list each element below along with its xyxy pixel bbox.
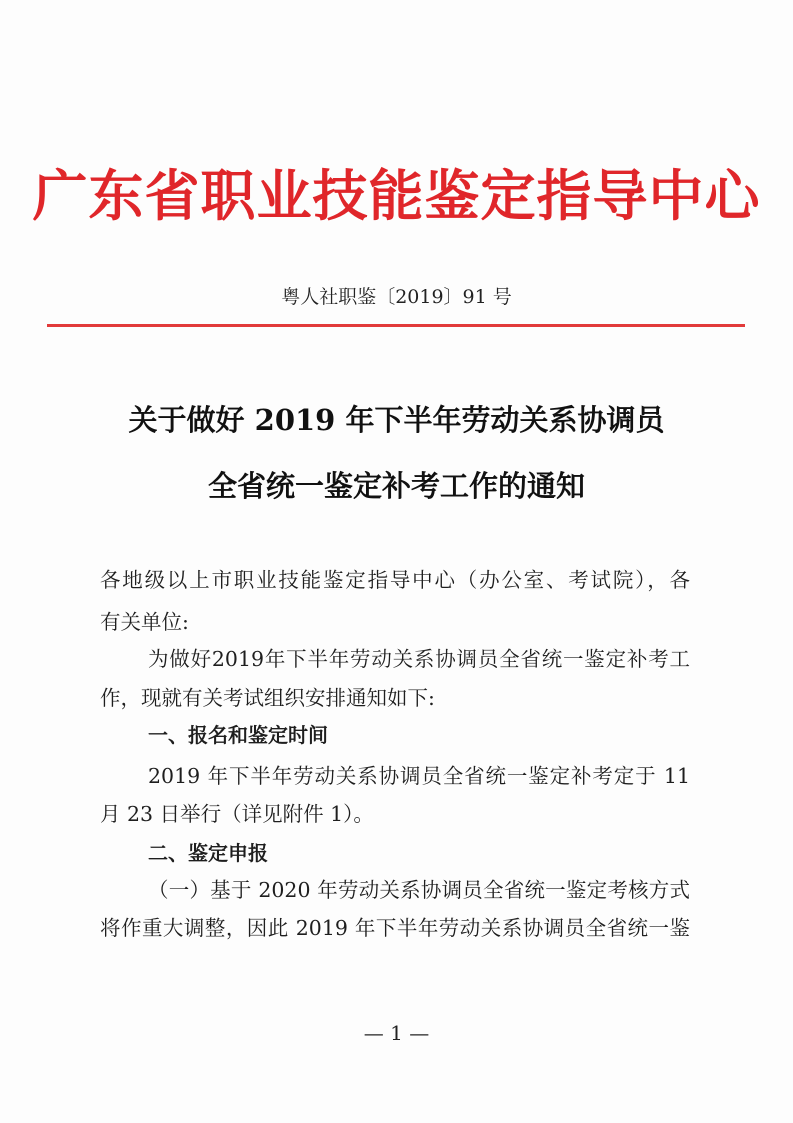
issuing-organization-header: 广东省职业技能鉴定指导中心	[32, 164, 761, 228]
section-1-line-2: 月 23 日举行（详见附件 1）。	[100, 802, 374, 826]
page-number: — 1 —	[363, 1021, 430, 1045]
red-divider-rule	[47, 324, 745, 327]
notice-title-line-2: 全省统一鉴定补考工作的通知	[207, 469, 585, 503]
section-2-heading: 二、鉴定申报	[148, 841, 268, 865]
salutation-line-2: 有关单位:	[100, 610, 189, 634]
section-2-line-2: 将作重大调整，因此 2019 年下半年劳动关系协调员全省统一鉴	[100, 916, 690, 940]
document-number: 粤人社职鉴〔2019〕91 号	[281, 286, 512, 308]
intro-paragraph-line-2: 作，现就有关考试组织安排通知如下:	[100, 686, 435, 710]
section-1-line-1: 2019 年下半年劳动关系协调员全省统一鉴定补考定于 11	[148, 764, 690, 788]
notice-title-line-1: 关于做好 2019 年下半年劳动关系协调员	[128, 403, 665, 437]
salutation-line-1: 各地级以上市职业技能鉴定指导中心（办公室、考试院），各	[100, 568, 690, 592]
intro-paragraph-line-1: 为做好2019年下半年劳动关系协调员全省统一鉴定补考工	[148, 647, 690, 671]
section-2-line-1: （一）基于 2020 年劳动关系协调员全省统一鉴定考核方式	[148, 878, 690, 902]
section-1-heading: 一、报名和鉴定时间	[148, 723, 328, 747]
